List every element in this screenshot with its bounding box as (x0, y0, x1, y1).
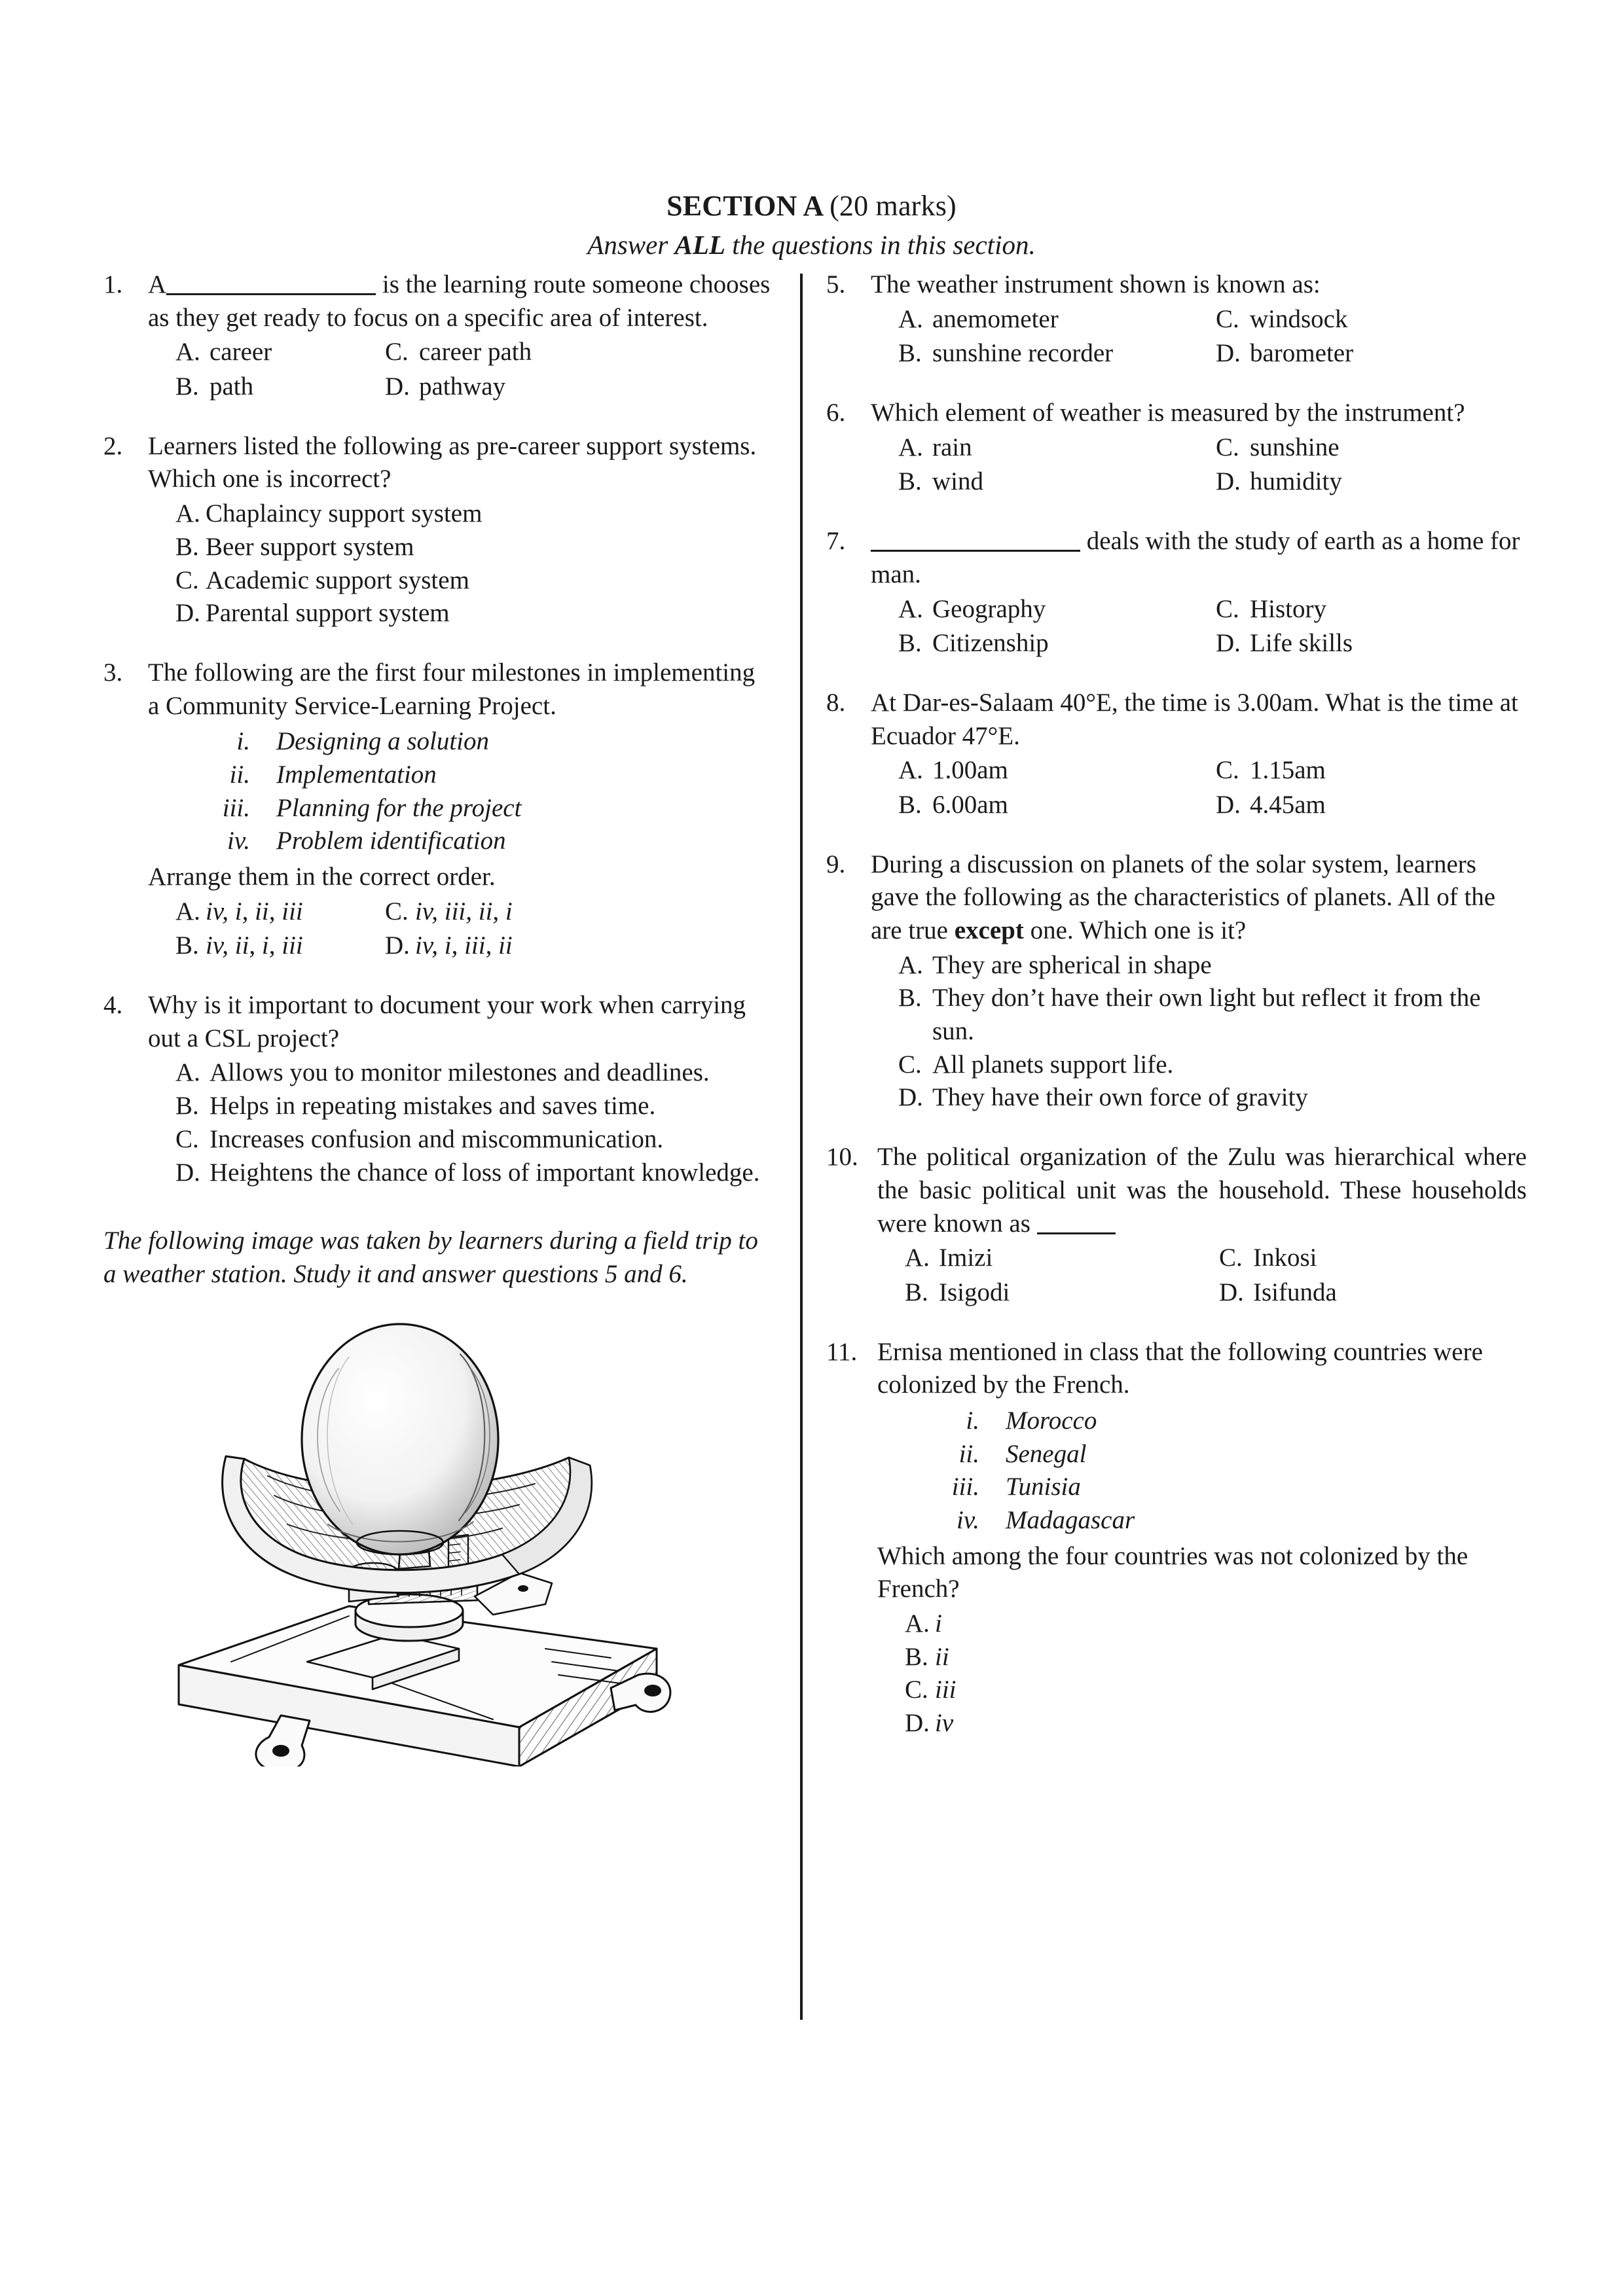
question-stem: Which element of weather is measured by the instrument? (871, 399, 1465, 427)
option-letter: B. (905, 1642, 928, 1671)
question-stem: The weather instrument shown is known as: (871, 270, 1321, 298)
option-text: iii (935, 1676, 957, 1704)
stem-part-after-blank: deals with the study of earth as a home for man. (871, 527, 1520, 588)
roman-numeral-list (148, 725, 771, 858)
options-list (871, 949, 1527, 1115)
stem-part-before-blank: A (148, 270, 167, 298)
roman-item-text: Implementation (276, 760, 437, 789)
option-text: Life skills (1250, 629, 1353, 658)
option-d[interactable] (385, 929, 771, 963)
list-item (206, 759, 771, 792)
option-a[interactable] (898, 949, 1527, 982)
option-letter: C. (905, 1676, 928, 1704)
option-text: They don’t have their own light but reflect it from the sun. (932, 984, 1481, 1046)
option-text: Isifunda (1253, 1278, 1337, 1306)
question-stem: Ernisa mentioned in class that the following countries were colonized by the French. (877, 1337, 1483, 1399)
option-d[interactable] (1216, 789, 1527, 822)
roman-numeral: iv. (956, 1506, 979, 1534)
option-c[interactable] (1219, 1242, 1527, 1275)
question-8 (826, 687, 1527, 822)
option-text: Beer support system (206, 532, 414, 561)
options-list (148, 1056, 771, 1189)
option-letter: D. (1219, 1278, 1244, 1306)
options-list (148, 497, 771, 630)
option-d[interactable] (905, 1707, 1527, 1740)
option-letter: A. (898, 950, 923, 979)
option-b[interactable] (905, 1276, 1213, 1310)
option-letter: B. (175, 1092, 199, 1121)
question-9 (826, 848, 1527, 1115)
option-letter: B. (898, 467, 922, 496)
option-letter: C. (385, 897, 409, 925)
option-letter: D. (898, 1083, 923, 1112)
question-11 (826, 1336, 1527, 1740)
instruction-suffix: the questions in this section. (725, 229, 1036, 260)
question-stem (148, 268, 771, 334)
options-grid (871, 593, 1527, 660)
sunshine-recorder-illustration (103, 1308, 765, 1767)
option-a[interactable] (175, 497, 771, 531)
option-a[interactable] (905, 1242, 1213, 1275)
option-text: Isigodi (939, 1278, 1010, 1306)
option-d[interactable] (385, 370, 771, 404)
question-2 (103, 430, 771, 630)
option-text: wind (932, 467, 983, 496)
options-grid (871, 431, 1527, 499)
option-letter: C. (1216, 594, 1239, 623)
option-d[interactable] (1216, 337, 1527, 370)
option-text: iv, iii, ii, i (415, 897, 513, 925)
option-letter: A. (175, 1058, 200, 1087)
option-b[interactable] (905, 1641, 1527, 1674)
option-letter: D. (385, 931, 410, 960)
question-7 (826, 525, 1527, 660)
roman-numeral-list (877, 1405, 1527, 1537)
option-text: Citizenship (932, 629, 1049, 658)
option-letter: C. (175, 1124, 199, 1153)
stem-text: The political organization of the Zulu was hierarchical where the basic political unit was the household. These households were known as (877, 1143, 1527, 1238)
stem-part-1: During a discussion on planets of the solar system, learners gave the following as the characteristics of planets. All of the are true (871, 850, 1496, 944)
option-a[interactable] (175, 895, 378, 929)
roman-item-text: Morocco (1006, 1406, 1097, 1435)
left-column (103, 268, 771, 1767)
option-text: Chaplaincy support system (206, 499, 483, 528)
roman-item-text: Madagascar (1006, 1506, 1135, 1534)
roman-numeral: iii. (222, 793, 250, 822)
option-d[interactable] (175, 1157, 771, 1190)
roman-item-text: Designing a solution (276, 727, 490, 756)
option-text: 4.45am (1250, 790, 1326, 819)
question-number: 10. (826, 1143, 858, 1172)
fill-in-blank[interactable] (1037, 1232, 1116, 1234)
option-d[interactable] (175, 597, 771, 630)
option-letter: C. (1216, 433, 1239, 461)
question-number: 1. (103, 270, 123, 298)
option-letter: A. (898, 756, 923, 785)
list-item (206, 825, 771, 858)
option-c[interactable] (385, 895, 771, 929)
option-text: anemometer (932, 304, 1059, 333)
option-text: Increases confusion and miscommunication. (210, 1124, 664, 1153)
options-grid (871, 754, 1527, 821)
option-letter: B. (905, 1278, 928, 1306)
option-text: Parental support system (206, 599, 450, 628)
option-c[interactable] (905, 1674, 1527, 1707)
option-letter: C. (898, 1050, 922, 1079)
list-item (935, 1471, 1527, 1504)
section-marks: (20 marks) (830, 190, 957, 222)
option-text: sunshine recorder (932, 339, 1114, 368)
question-number: 6. (826, 399, 846, 427)
option-letter: B. (175, 532, 199, 561)
instruction-prefix: Answer (587, 229, 675, 260)
question-stem: Why is it important to document your work when carrying out a CSL project? (148, 991, 746, 1052)
option-text: Geography (932, 594, 1046, 623)
option-a[interactable] (898, 431, 1209, 465)
roman-numeral: iv. (227, 827, 250, 855)
option-letter: D. (1216, 629, 1241, 658)
question-stem (871, 848, 1527, 948)
option-text: Allows you to monitor milestones and deadlines. (210, 1058, 710, 1087)
option-letter: D. (175, 599, 200, 628)
figure-instruction: The following image was taken by learners during a field trip to a weather station. Study it and answer questions 5 and 6. (103, 1227, 758, 1288)
fill-in-blank[interactable] (166, 293, 376, 295)
option-text: Heightens the chance of loss of important knowledge. (210, 1158, 760, 1187)
option-text: humidity (1250, 467, 1342, 496)
options-grid (148, 895, 771, 963)
roman-numeral: ii. (229, 760, 250, 789)
option-text: Imizi (939, 1244, 993, 1272)
roman-numeral: iii. (951, 1473, 979, 1501)
question-stem (877, 1141, 1527, 1240)
option-a[interactable] (175, 336, 378, 369)
option-text: career path (419, 338, 532, 367)
option-c[interactable] (898, 1049, 1527, 1082)
option-b[interactable] (898, 789, 1209, 822)
option-text: rain (932, 433, 972, 461)
option-c[interactable] (1216, 754, 1527, 787)
option-c[interactable] (1216, 593, 1527, 626)
option-d[interactable] (1216, 627, 1527, 660)
question-number: 4. (103, 991, 123, 1020)
options-list (877, 1607, 1527, 1740)
option-letter: A. (905, 1244, 930, 1272)
option-b[interactable] (175, 531, 771, 564)
roman-item-text: Senegal (1006, 1439, 1087, 1468)
option-letter: A. (898, 304, 923, 333)
option-c[interactable] (1216, 431, 1527, 465)
list-item (935, 1438, 1527, 1471)
option-text: Helps in repeating mistakes and saves time. (210, 1092, 656, 1121)
option-c[interactable] (175, 564, 771, 598)
option-letter: D. (905, 1709, 930, 1738)
option-text: 6.00am (932, 790, 1008, 819)
list-item (206, 725, 771, 759)
roman-numeral: i. (966, 1406, 979, 1435)
question-followup: Which among the four countries was not colonized by the French? (877, 1541, 1468, 1604)
page-header (0, 190, 1623, 260)
option-letter: D. (175, 1158, 200, 1187)
option-text: sunshine (1250, 433, 1340, 461)
option-letter: D. (1216, 339, 1241, 368)
option-letter: A. (175, 338, 200, 367)
roman-item-text: Planning for the project (276, 793, 522, 822)
option-c[interactable] (385, 336, 771, 369)
question-3 (103, 656, 771, 963)
option-a[interactable] (175, 1056, 771, 1090)
option-b[interactable] (175, 1090, 771, 1123)
stem-part-3: one. Which one is it? (1023, 916, 1247, 944)
sunshine-recorder-icon (153, 1308, 716, 1767)
roman-numeral: ii. (958, 1439, 979, 1468)
option-a[interactable] (898, 593, 1209, 626)
option-letter: B. (898, 790, 922, 819)
fill-in-blank[interactable] (871, 550, 1080, 552)
question-number: 9. (826, 850, 846, 878)
column-divider (800, 274, 803, 2020)
option-text: i (935, 1609, 942, 1638)
section-instruction (0, 230, 1623, 260)
question-4 (103, 989, 771, 1189)
option-text: 1.00am (932, 756, 1008, 785)
options-grid (871, 303, 1527, 370)
question-stem: The following are the first four milestones in implementing a Community Service-Learning Project. (148, 658, 756, 720)
right-column (826, 268, 1527, 1767)
options-grid (877, 1242, 1527, 1309)
question-6 (826, 397, 1527, 499)
option-text: Inkosi (1253, 1244, 1317, 1272)
roman-item-text: Problem identification (276, 827, 506, 855)
option-letter: B. (175, 931, 199, 960)
section-title-text: SECTION A (666, 190, 822, 222)
option-b[interactable] (898, 337, 1209, 370)
option-text: Academic support system (206, 565, 469, 594)
option-text: History (1250, 594, 1326, 623)
stem-part-after-blank: is the learning route someone chooses as they get ready to focus on a specific area of interest. (148, 270, 771, 332)
question-number: 8. (826, 688, 846, 717)
option-text: path (210, 372, 254, 401)
question-followup: Arrange them in the correct order. (148, 863, 496, 891)
option-b[interactable] (898, 982, 1527, 1048)
option-letter: B. (898, 629, 922, 658)
option-letter: A. (905, 1609, 930, 1638)
option-text: iv, i, ii, iii (206, 897, 303, 925)
option-letter: B. (175, 372, 199, 401)
list-item (935, 1504, 1527, 1537)
option-text: iv, i, iii, ii (415, 931, 513, 960)
option-letter: D. (1216, 790, 1241, 819)
list-item (935, 1405, 1527, 1438)
question-number: 11. (826, 1337, 858, 1366)
question-number: 2. (103, 431, 123, 460)
option-letter: A. (898, 594, 923, 623)
roman-item-text: Tunisia (1006, 1473, 1081, 1501)
stem-emphasis: except (954, 916, 1024, 944)
option-b[interactable] (175, 370, 378, 404)
option-letter: C. (385, 338, 409, 367)
option-b[interactable] (898, 465, 1209, 499)
option-text: All planets support life. (932, 1050, 1174, 1079)
option-letter: B. (898, 984, 922, 1013)
option-letter: C. (1219, 1244, 1243, 1272)
question-stem: Learners listed the following as pre-career support systems. Which one is incorrect? (148, 431, 757, 493)
option-letter: A. (175, 499, 200, 528)
option-text: They are spherical in shape (932, 950, 1212, 979)
option-b[interactable] (175, 929, 378, 963)
list-item (206, 792, 771, 825)
question-1 (103, 268, 771, 404)
question-number: 3. (103, 658, 123, 687)
option-a[interactable] (905, 1607, 1527, 1641)
option-c[interactable] (1216, 303, 1527, 336)
roman-numeral: i. (236, 727, 250, 756)
option-text: iv (935, 1709, 954, 1738)
option-letter: C. (1216, 756, 1239, 785)
option-text: They have their own force of gravity (932, 1083, 1308, 1112)
option-a[interactable] (898, 303, 1209, 336)
question-stem (871, 525, 1527, 591)
option-text: 1.15am (1250, 756, 1326, 785)
option-text: ii (935, 1642, 949, 1671)
option-d[interactable] (1219, 1276, 1527, 1310)
instruction-emphasis: ALL (674, 229, 725, 260)
option-c[interactable] (175, 1123, 771, 1157)
question-number: 5. (826, 270, 846, 298)
option-text: windsock (1250, 304, 1348, 333)
option-letter: B. (898, 339, 922, 368)
option-text: pathway (419, 372, 506, 401)
question-5 (826, 268, 1527, 370)
option-letter: A. (175, 897, 200, 925)
option-letter: D. (385, 372, 410, 401)
option-text: career (210, 338, 272, 367)
option-d[interactable] (898, 1081, 1527, 1115)
option-letter: C. (1216, 304, 1239, 333)
page-title (0, 190, 1623, 223)
option-d[interactable] (1216, 465, 1527, 499)
option-letter: C. (175, 565, 199, 594)
option-text: barometer (1250, 339, 1354, 368)
option-a[interactable] (898, 754, 1209, 787)
question-number: 7. (826, 527, 846, 556)
options-grid (148, 336, 771, 403)
option-letter: A. (898, 433, 923, 461)
option-b[interactable] (898, 627, 1209, 660)
option-text: iv, ii, i, iii (206, 931, 303, 960)
question-10 (826, 1141, 1527, 1309)
question-stem: At Dar-es-Salaam 40°E, the time is 3.00am. What is the time at Ecuador 47°E. (871, 688, 1518, 750)
option-letter: D. (1216, 467, 1241, 496)
